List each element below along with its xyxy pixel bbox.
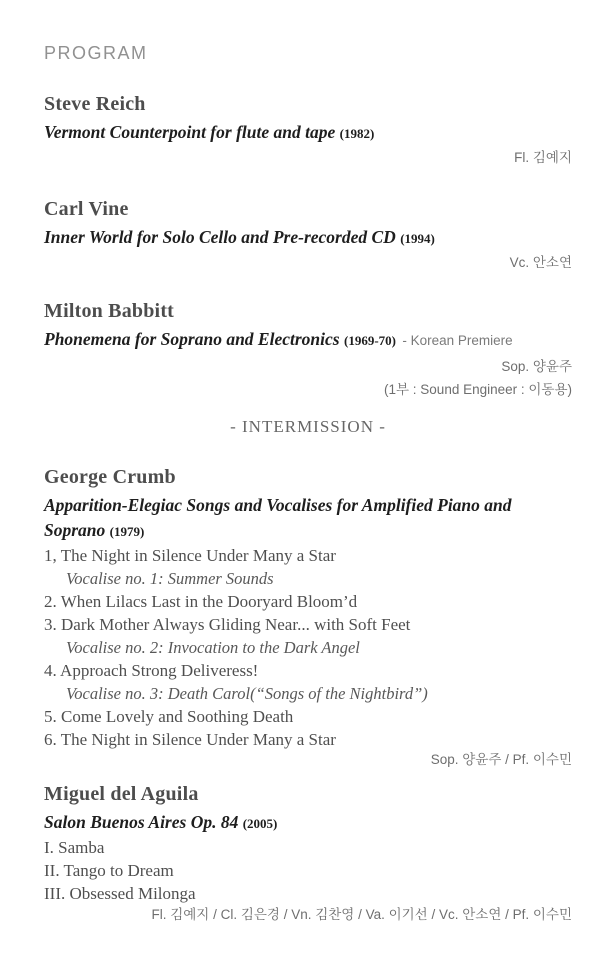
- piece-section-reich: [44, 92, 572, 166]
- piece-title: [44, 493, 568, 544]
- movement-item-vocalise: Vocalise no. 3: Death Carol(“Songs of the Nightbird”): [66, 684, 428, 703]
- movement-item: III. Obsessed Milonga: [44, 884, 196, 903]
- movement-item: II. Tango to Dream: [44, 861, 174, 880]
- piece-title-text: Salon Buenos Aires Op. 84: [44, 812, 239, 832]
- performer-line: Vc. 안소연: [509, 255, 572, 270]
- movement-item-vocalise: Vocalise no. 1: Summer Sounds: [66, 569, 274, 588]
- piece-section-babbitt: [44, 299, 572, 401]
- piece-year: (2005): [242, 816, 278, 831]
- piece-title: [44, 810, 568, 836]
- composer-name: Steve Reich: [44, 93, 146, 115]
- performer-line: Sop. 양윤주 / Pf. 이수민: [430, 752, 572, 767]
- movement-list: [44, 544, 572, 751]
- piece-title-text: Phonemena for Soprano and Electronics: [44, 329, 340, 349]
- composer-name: Miguel del Aguila: [44, 783, 199, 805]
- movement-item: 4. Approach Strong Deliveress!: [44, 661, 259, 680]
- composer-name: Carl Vine: [44, 198, 129, 220]
- performer-line: Sop. 양윤주: [501, 359, 572, 374]
- composer-name: George Crumb: [44, 466, 176, 488]
- movement-item: 2. When Lilacs Last in the Dooryard Bloom’d: [44, 592, 358, 611]
- piece-title: [44, 225, 568, 251]
- movement-item: 3. Dark Mother Always Gliding Near... with Soft Feet: [44, 615, 411, 634]
- movement-item: 5. Come Lovely and Soothing Death: [44, 707, 294, 726]
- movement-item-vocalise: Vocalise no. 2: Invocation to the Dark Angel: [66, 638, 360, 657]
- performer-line: Fl. 김예지: [514, 150, 572, 165]
- performer-lines: [44, 355, 572, 401]
- piece-title-text: Inner World for Solo Cello and Pre-recorded CD: [44, 227, 396, 247]
- intermission-label: - INTERMISSION -: [230, 417, 386, 436]
- piece-year: (1994): [400, 231, 435, 246]
- premiere-note: - Korean Premiere: [402, 333, 513, 348]
- piece-year: (1979): [109, 524, 145, 539]
- movement-item: 6. The Night in Silence Under Many a Star: [44, 730, 336, 749]
- movement-item: 1, The Night in Silence Under Many a Star: [44, 546, 336, 565]
- piece-year: (1969-70): [343, 333, 396, 348]
- piece-title: [44, 120, 568, 146]
- movement-list: [44, 836, 572, 905]
- piece-section-aguila: [44, 782, 572, 923]
- ensemble-performer-line: Fl. 김예지 / Cl. 김은경 / Vn. 김찬영 / Va. 이기선 / Vc. 안소연 / Pf. 이수민: [151, 907, 572, 922]
- piece-title-text: Apparition-Elegiac Songs and Vocalises for Amplified Piano and Soprano: [44, 495, 512, 540]
- piece-year: (1982): [339, 126, 375, 141]
- piece-section-vine: [44, 197, 572, 271]
- piece-section-crumb: [44, 465, 572, 768]
- program-heading: PROGRAM: [44, 43, 148, 63]
- piece-title: [44, 327, 568, 353]
- sound-engineer-line: (1부 : Sound Engineer : 이동용): [384, 382, 572, 397]
- composer-name: Milton Babbitt: [44, 300, 175, 322]
- movement-item: I. Samba: [44, 838, 105, 857]
- piece-title-text: Vermont Counterpoint for flute and tape: [44, 122, 336, 142]
